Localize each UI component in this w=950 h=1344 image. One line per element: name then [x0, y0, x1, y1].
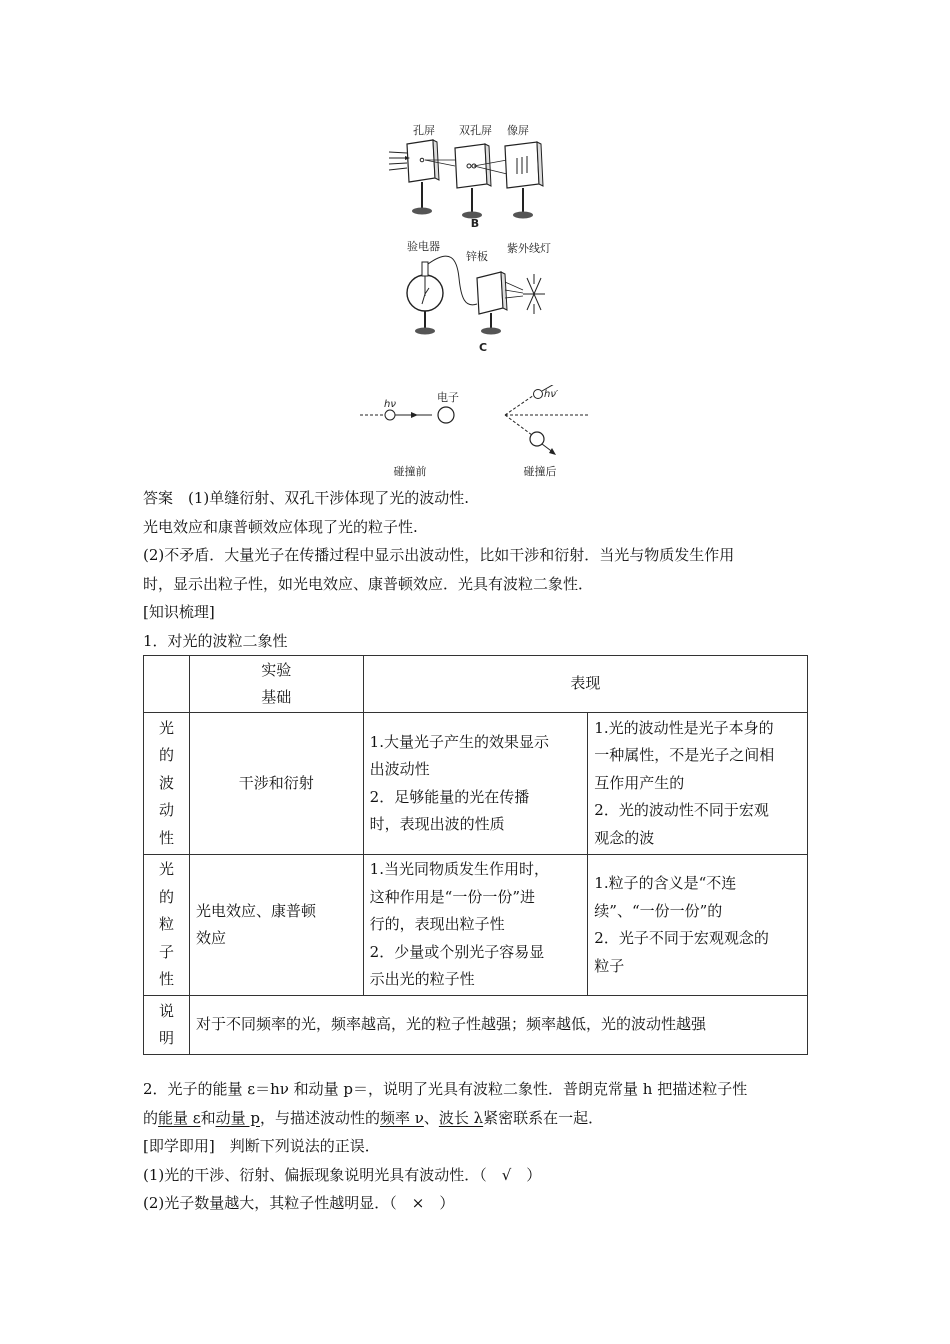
answer-line-3: (2)不矛盾．大量光子在传播过程中显示出波动性，比如干涉和衍射．当光与物质发生作用 — [143, 546, 735, 564]
section-knowledge: [知识梳理] — [143, 603, 215, 621]
label-screen1: 孔屏 — [413, 124, 435, 137]
label-electroscope: 验电器 — [407, 240, 440, 253]
item2-block — [143, 1075, 823, 1218]
table-header-row — [144, 656, 808, 713]
blank-wavelength: 波长 λ — [438, 1108, 484, 1127]
wave-expression-2: 1.光的波动性是光子本身的 一种属性，不是光子之间相 互作用产生的 2．光的波动性不同于宏观 观念的波 — [588, 713, 808, 855]
header-expression: 表现 — [363, 656, 807, 713]
label-uv-lamp: 紫外线灯 — [507, 242, 551, 255]
answer-block — [143, 484, 823, 655]
table-row-wave — [144, 713, 808, 855]
label-before: 碰撞前 — [393, 465, 427, 478]
answer-line-4: 时，显示出粒子性，如光电效应、康普顿效应．光具有波粒二象性． — [143, 574, 594, 593]
wave-expression-1: 1.大量光子产生的效果显示 出波动性 2．足够能量的光在传播 时，表现出波的性质 — [363, 713, 588, 855]
row-label-note: 说 明 — [144, 996, 190, 1055]
item2-line-2: 的能量 ε和动量 p，与描述波动性的频率 ν、波长 λ紧密联系在一起． — [143, 1108, 604, 1127]
row-label-particle: 光 的 粒 子 性 — [144, 855, 190, 996]
row-label-wave: 光 的 波 动 性 — [144, 713, 190, 855]
wave-basis: 干涉和衍射 — [189, 713, 363, 855]
section-apply: [即学即用] 判断下列说法的正误． — [143, 1137, 380, 1155]
judge-item-2: (2)光子数量越大，其粒子性越明显．（ × ） — [143, 1194, 455, 1212]
label-electron: 电子 — [437, 391, 459, 404]
item2-line-1: 2．光子的能量 ε＝hν 和动量 p＝，说明了光具有波粒二象性．普朗克常量 h 把描述粒子性 — [143, 1080, 748, 1098]
label-screen2: 双孔屏 — [459, 124, 492, 137]
blank-frequency: 频率 ν — [379, 1108, 424, 1127]
particle-expression-1: 1.当光同物质发生作用时， 这种作用是“一份一份”进 行的，表现出粒子性 2．少量或个别光子容易显 示出光的粒子性 — [363, 855, 588, 996]
figure-b-double-slit — [385, 120, 565, 230]
wave-particle-table — [143, 655, 808, 1055]
label-photon-in: hν — [384, 399, 396, 410]
answer-line-2: 光电效应和康普顿效应体现了光的粒子性. — [143, 517, 418, 536]
note-text: 对于不同频率的光，频率越高，光的粒子性越强；频率越低，光的波动性越强 — [189, 996, 807, 1055]
table-row-particle — [144, 855, 808, 996]
header-empty-cell — [144, 656, 190, 713]
label-screen3: 像屏 — [507, 124, 529, 137]
caption-b: B — [470, 217, 480, 230]
label-photon-out: hν′ — [544, 389, 559, 400]
figure-c-photoelectric — [395, 238, 570, 354]
label-after: 碰撞后 — [523, 465, 557, 478]
particle-expression-2: 1.粒子的含义是“不连 续”、“一份一份”的 2．光子不同于宏观观念的 粒子 — [588, 855, 808, 996]
answer-line-1: 答案 (1)单缝衍射、双孔干涉体现了光的波动性. — [143, 489, 470, 507]
table-row-note — [144, 996, 808, 1055]
item1-title: 1．对光的波粒二象性 — [143, 631, 288, 650]
label-zinc-plate: 锌板 — [466, 250, 488, 263]
particle-basis: 光电效应、康普顿 效应 — [189, 855, 363, 996]
blank-energy: 能量 ε — [158, 1108, 201, 1127]
figure-compton-scattering — [360, 385, 590, 480]
header-basis: 实验 基础 — [189, 656, 363, 713]
blank-momentum: 动量 p — [215, 1108, 260, 1127]
caption-c: C — [478, 341, 488, 354]
judge-item-1: (1)光的干涉、衍射、偏振现象说明光具有波动性．（ √ ） — [143, 1165, 542, 1184]
